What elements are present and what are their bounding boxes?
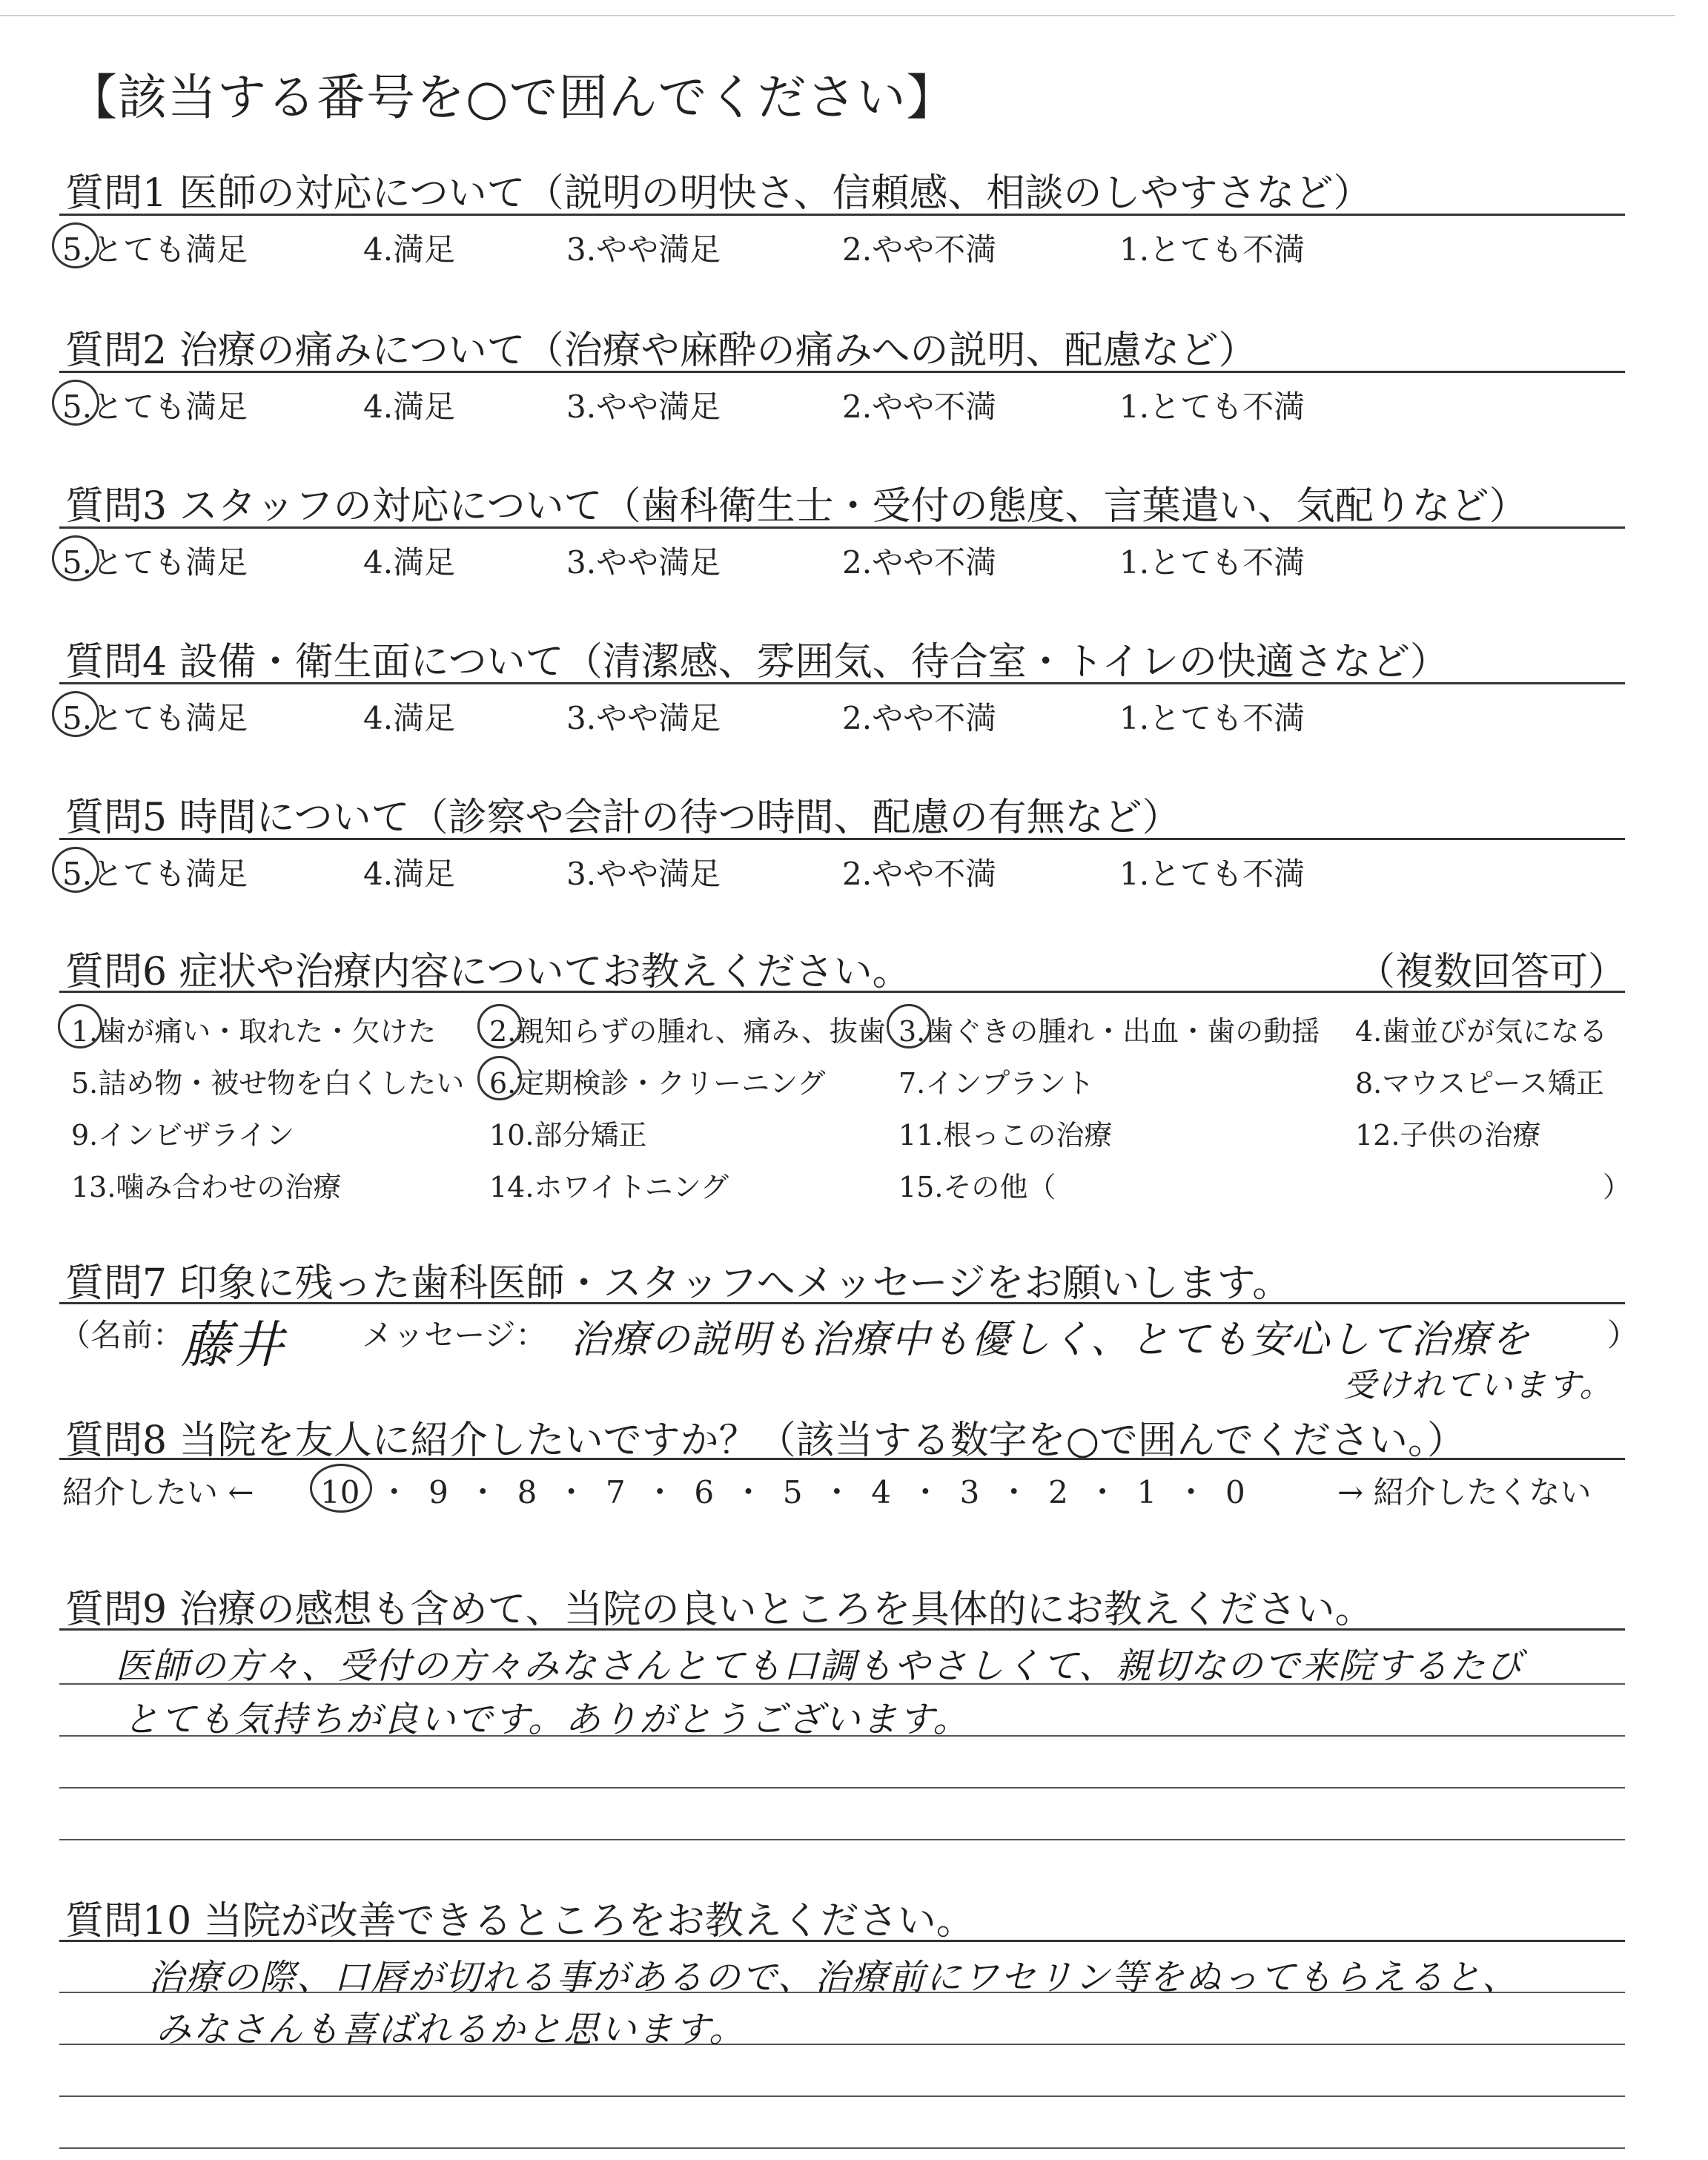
q6-option-1-circle — [58, 1004, 102, 1048]
q9-line-rule-5 — [59, 1839, 1625, 1840]
q6-option-2-circle — [477, 1004, 522, 1048]
q4-option-3[interactable]: 3.やや満足 — [566, 700, 721, 736]
q1-option-2[interactable]: 2.やや不満 — [842, 231, 997, 268]
q7-message-label: メッセージ： — [362, 1317, 547, 1353]
question-4-rule — [59, 682, 1625, 684]
question-3-rule — [59, 526, 1625, 529]
question-8-title: 質問8 当院を友人に紹介したいですか？（該当する数字を○で囲んでください。） — [65, 1418, 1466, 1463]
q6-option-6-circle — [477, 1056, 522, 1100]
question-7-rule — [59, 1302, 1625, 1304]
q1-option-3[interactable]: 3.やや満足 — [566, 231, 721, 268]
question-6-title: 質問6 症状や治療内容についてお教えください。 — [65, 950, 911, 994]
q6-option-2[interactable]: 2.親知らずの腫れ、痛み、抜歯 — [489, 1015, 886, 1048]
q5-selected-circle — [52, 847, 99, 893]
question-3-title: 質問3 スタッフの対応について（歯科衛生士・受付の態度、言葉遣い、気配りなど） — [65, 484, 1528, 529]
q3-option-3[interactable]: 3.やや満足 — [566, 544, 721, 581]
q3-option-5[interactable]: 5.とても満足 — [62, 544, 248, 581]
q10-line-rule-4 — [59, 2095, 1625, 2097]
q6-option-10[interactable]: 10.部分矯正 — [489, 1119, 647, 1152]
q6-option-3[interactable]: 3.歯ぐきの腫れ・出血・歯の動揺 — [898, 1015, 1320, 1048]
q5-option-3[interactable]: 3.やや満足 — [566, 856, 721, 892]
question-6-rule — [59, 991, 1625, 993]
q6-option-5[interactable]: 5.詰め物・被せ物を白くしたい — [71, 1067, 465, 1100]
question-2-rule — [59, 371, 1625, 373]
q6-option-6[interactable]: 6.定期検診・クリーニング — [489, 1067, 826, 1100]
q6-option-15[interactable]: 15.その他（ — [898, 1171, 1056, 1203]
question-6-note: （複数回答可） — [1357, 950, 1627, 994]
q6-option-9[interactable]: 9.インビザライン — [71, 1119, 295, 1152]
q1-option-4[interactable]: 4.満足 — [363, 231, 456, 268]
top-border — [0, 15, 1675, 16]
question-7-title: 質問7 印象に残った歯科医師・スタッフへメッセージをお願いします。 — [65, 1261, 1291, 1306]
q10-line-rule-1 — [59, 1940, 1625, 1942]
page-title: 【該当する番号を○で囲んでください】 — [68, 69, 956, 126]
q5-option-5[interactable]: 5.とても満足 — [62, 856, 248, 892]
question-1-title: 質問1 医師の対応について（説明の明快さ、信頼感、相談のしやすさなど） — [65, 171, 1372, 216]
q4-option-1[interactable]: 1.とても不満 — [1119, 700, 1305, 736]
q6-option-15-close: ） — [1603, 1171, 1632, 1203]
question-1-rule — [59, 214, 1625, 216]
q6-option-4[interactable]: 4.歯並びが気になる — [1355, 1015, 1608, 1048]
q4-option-5[interactable]: 5.とても満足 — [62, 700, 248, 736]
q6-option-7[interactable]: 7.インプラント — [898, 1067, 1095, 1100]
q6-option-13[interactable]: 13.噛み合わせの治療 — [71, 1171, 342, 1203]
question-5-title: 質問5 時間について（診察や会計の待つ時間、配慮の有無など） — [65, 796, 1181, 840]
q10-line-rule-5 — [59, 2147, 1625, 2149]
question-4-title: 質問4 設備・衛生面について（清潔感、雰囲気、待合室・トイレの快適さなど） — [65, 640, 1449, 684]
q2-option-2[interactable]: 2.やや不満 — [842, 389, 997, 425]
q5-option-1[interactable]: 1.とても不満 — [1119, 856, 1305, 892]
q7-message-line-1[interactable]: 治療の説明も治療中も優しく、とても安心して治療を — [571, 1318, 1531, 1362]
q4-option-2[interactable]: 2.やや不満 — [842, 700, 997, 736]
q8-scale[interactable]: 10 ・ 9 ・ 8 ・ 7 ・ 6 ・ 5 ・ 4 ・ 3 ・ 2 ・ 1 ・ 0 — [320, 1474, 1245, 1510]
q1-option-1[interactable]: 1.とても不満 — [1119, 231, 1305, 268]
q8-left-label: 紹介したい ← — [62, 1474, 254, 1510]
q6-option-3-circle — [887, 1004, 931, 1048]
q9-line-rule-1 — [59, 1628, 1625, 1631]
q2-option-5[interactable]: 5.とても満足 — [62, 389, 248, 425]
q3-option-1[interactable]: 1.とても不満 — [1119, 544, 1305, 581]
q3-option-4[interactable]: 4.満足 — [363, 544, 456, 581]
q6-option-12[interactable]: 12.子供の治療 — [1355, 1119, 1541, 1152]
question-2-title: 質問2 治療の痛みについて（治療や麻酔の痛みへの説明、配慮など） — [65, 328, 1257, 373]
q2-option-3[interactable]: 3.やや満足 — [566, 389, 721, 425]
q7-close-paren: ） — [1607, 1317, 1639, 1353]
q2-option-4[interactable]: 4.満足 — [363, 389, 456, 425]
q10-answer-line-2[interactable]: みなさんも喜ばれるかと思います。 — [156, 2009, 747, 2050]
q6-option-8[interactable]: 8.マウスピース矯正 — [1355, 1067, 1604, 1100]
q1-option-5[interactable]: 5.とても満足 — [62, 231, 248, 268]
q7-message-line-2[interactable]: 受けれています。 — [1343, 1367, 1614, 1404]
q6-option-14[interactable]: 14.ホワイトニング — [489, 1171, 729, 1203]
q3-selected-circle — [52, 535, 99, 581]
q7-name-value[interactable]: 藤井 — [181, 1316, 285, 1375]
q6-option-1[interactable]: 1.歯が痛い・取れた・欠けた — [71, 1015, 437, 1048]
question-9-title: 質問9 治療の感想も含めて、当院の良いところを具体的にお教えください。 — [65, 1588, 1374, 1632]
q4-selected-circle — [52, 691, 99, 737]
q5-option-4[interactable]: 4.満足 — [363, 856, 456, 892]
q9-line-rule-4 — [59, 1787, 1625, 1789]
question-5-rule — [59, 838, 1625, 840]
q10-answer-line-1[interactable]: 治療の際、口唇が切れる事があるので、治療前にワセリン等をぬってもらえると、 — [148, 1957, 1520, 1998]
q8-selected-circle — [310, 1464, 372, 1513]
q5-option-2[interactable]: 2.やや不満 — [842, 856, 997, 892]
q2-option-1[interactable]: 1.とても不満 — [1119, 389, 1305, 425]
q8-right-label: → 紹介したくない — [1337, 1474, 1592, 1510]
q7-name-label: （名前： — [59, 1317, 185, 1353]
q9-answer-line-2[interactable]: とても気持ちが良いです。ありがとうございます。 — [123, 1699, 970, 1740]
question-10-title: 質問10 当院が改善できるところをお教えください。 — [65, 1899, 975, 1943]
question-8-rule — [59, 1458, 1625, 1460]
q6-option-11[interactable]: 11.根っこの治療 — [898, 1119, 1113, 1152]
q4-option-4[interactable]: 4.満足 — [363, 700, 456, 736]
q3-option-2[interactable]: 2.やや不満 — [842, 544, 997, 581]
q1-selected-circle — [52, 222, 99, 268]
q9-answer-line-1[interactable]: 医師の方々、受付の方々みなさんとても口調もやさしくて、親切なので来院するたび — [116, 1645, 1524, 1687]
q2-selected-circle — [52, 380, 99, 426]
